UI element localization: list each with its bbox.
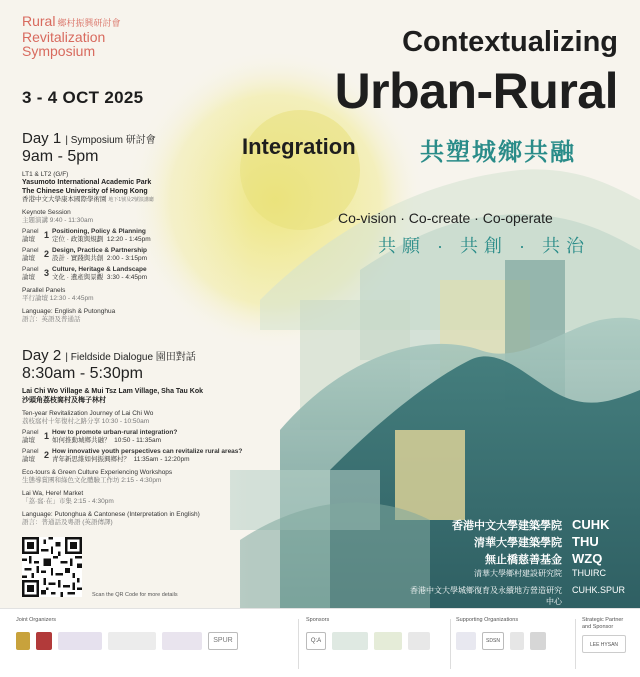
market-label: Lai Wa, Here! Market <box>22 490 84 497</box>
qa-logo: Q:A <box>306 632 326 650</box>
strategic-partner <box>582 617 626 653</box>
day1-venue2: The Chinese University of Hong Kong <box>22 187 148 195</box>
panel-title: Culture, Heritage & Landscape <box>52 266 147 273</box>
panel-time: 3:30 - 4:45pm <box>106 274 148 281</box>
day1-panel-1 <box>22 228 272 244</box>
day1-sub: | Symposium 研討會 <box>65 135 156 146</box>
market-time: 「荔·窩·在」市集 2:15 - 4:30pm <box>22 498 114 505</box>
panel-label-zh: 論壇 <box>22 437 35 444</box>
parallel-time: 平行論壇 12:30 - 4:45pm <box>22 295 94 302</box>
keynote-label: Keynote Session <box>22 209 71 216</box>
panel-title-zh: 定位 · 政策與規劃 <box>52 236 104 243</box>
panel-title: Positioning, Policy & Planning <box>52 228 146 235</box>
panel-title: How to promote urban-rural integration? <box>52 429 178 436</box>
panel-label-zh: 論壇 <box>22 456 35 463</box>
event-dates: 3 - 4 OCT 2025 <box>22 88 144 107</box>
joint-organizers <box>16 617 238 650</box>
sponsor-logo-3 <box>374 632 402 650</box>
institutions-list <box>408 517 626 606</box>
qr-caption: Scan the QR Code for more details <box>92 592 178 598</box>
day2-time: 8:30am - 5:30pm <box>22 365 143 382</box>
eco-time: 生態導賞團和綠色文化體驗工作坊 2:15 - 4:30pm <box>22 477 162 484</box>
day1-venue1: Yasumoto International Academic Park <box>22 179 152 186</box>
spur-logo: SPUR <box>208 632 238 650</box>
sponsor-logo-4 <box>408 632 430 650</box>
title-line2: Urban-Rural <box>334 63 618 119</box>
panel-number: 3 <box>44 268 50 278</box>
eco-label: Eco-tours & Green Culture Experiencing Workshops <box>22 469 173 476</box>
sponsors <box>306 617 430 650</box>
day1-heading <box>22 130 272 147</box>
day2-panel-1 <box>22 429 302 445</box>
journey-time: 荔枝窩村十年復村之路分享 10:30 - 10:50am <box>22 418 150 425</box>
institution-row <box>408 551 618 568</box>
panel-title: How innovative youth perspectives can revitalize rural areas? <box>52 448 243 455</box>
tagline-en: Co-vision · Co-create · Co-operate <box>338 210 553 226</box>
title-line1: Contextualizing <box>402 26 618 58</box>
lee-hysan-logo: LEE HYSAN <box>582 635 626 653</box>
panel-label-zh: 論壇 <box>22 255 35 262</box>
day1-room: LT1 & LT2 (G/F) <box>22 171 69 178</box>
thuirc-logo <box>162 632 202 650</box>
panel-label: Panel <box>22 448 39 455</box>
day2-section <box>22 347 302 527</box>
day2-heading <box>22 347 302 364</box>
support-logo-3 <box>510 632 524 650</box>
sponsors-heading: Sponsors <box>306 617 330 623</box>
cuhk-crest-logo <box>16 632 30 650</box>
joint-organizers-heading: Joint Organizers <box>16 617 57 623</box>
brand-line1-zh: 鄉村振興研討會 <box>57 18 121 28</box>
panel-label: Panel <box>22 266 39 273</box>
institution-name-zh: 香港中文大學城鄉復育及永續地方營造研究中心 <box>410 586 562 606</box>
symposium-logo <box>22 14 120 58</box>
journey-label: Ten-year Revitalization Journey of Lai Chi Wo <box>22 410 154 417</box>
panel-title-zh: 如何推動城鄉共融？ <box>52 437 111 444</box>
brand-line1: Rural <box>22 13 56 29</box>
day2-sub: | Fieldside Dialogue 園田對話 <box>65 352 196 363</box>
institution-abbr: THUIRC <box>572 568 606 578</box>
day1-label: Day 1 <box>22 130 62 147</box>
panel-time: 2:00 - 3:15pm <box>106 255 148 262</box>
keynote-time: 主題演講 9:40 - 11:30am <box>22 217 94 224</box>
day2-venue-zh: 沙頭角荔枝窩村及梅子林村 <box>22 396 106 404</box>
panel-title: Design, Practice & Partnership <box>52 247 148 254</box>
institution-row <box>408 534 618 551</box>
panel-number: 2 <box>44 249 50 259</box>
institution-row <box>408 568 618 585</box>
panel-label-zh: 論壇 <box>22 236 35 243</box>
day1-venue-zh-small: 地下1號及2號演講廳 <box>108 197 154 203</box>
panel-label: Panel <box>22 228 39 235</box>
cuhk-arch-logo <box>36 632 52 650</box>
panel-label: Panel <box>22 429 39 436</box>
panel-number: 1 <box>44 230 50 240</box>
panel-number: 2 <box>44 450 50 460</box>
day1-panel-2 <box>22 247 272 263</box>
thu-arch-logo <box>58 632 102 650</box>
institution-abbr: THU <box>572 534 599 549</box>
panel-title-zh: 青年新思維如何振興鄉村？ <box>52 456 130 463</box>
institution-abbr: CUHK <box>572 517 610 532</box>
brand-line2: Revitalization <box>22 29 106 45</box>
strategic-heading-2: and Sponsor <box>582 624 614 630</box>
day2-venue: Lai Chi Wo Village & Mui Tsz Lam Village, Sha Tau Kok <box>22 388 203 395</box>
sdsn-logo: SDSN <box>482 632 504 650</box>
day2-language: Language: Putonghua & Cantonese (Interpretation in English) <box>22 511 200 518</box>
support-logo-4 <box>530 632 546 650</box>
supporting-organizations <box>456 617 546 650</box>
title-line3-zh: 共塑城鄉共融 <box>420 139 576 166</box>
day1-section <box>22 130 272 324</box>
panel-time: 12:20 - 1:45pm <box>106 236 151 243</box>
panel-title-zh: 文化 · 遺產與景觀 <box>52 274 104 281</box>
institution-abbr: CUHK.SPUR <box>572 585 626 595</box>
brand-line3: Symposium <box>22 43 96 59</box>
day1-language-zh: 語言：英語及普通話 <box>22 316 81 323</box>
panel-label: Panel <box>22 247 39 254</box>
institution-row <box>408 517 618 534</box>
panel-number: 1 <box>44 431 50 441</box>
panel-time: 10:50 - 11:35am <box>114 437 161 444</box>
sponsor-logo-2 <box>332 632 368 650</box>
parallel-label: Parallel Panels <box>22 287 66 294</box>
day2-panel-2 <box>22 448 302 464</box>
strategic-heading-1: Strategic Partner <box>582 617 624 623</box>
title-line3: Integration <box>242 134 356 159</box>
institution-name-zh: 清華大學建築學院 <box>474 537 562 549</box>
panel-title-zh: 設計 · 實踐與共創 <box>52 255 104 262</box>
day1-time: 9am - 5pm <box>22 148 99 165</box>
institution-name-zh: 無止橋慈善基金 <box>485 554 562 566</box>
institution-name-zh: 香港中文大學建築學院 <box>452 520 562 532</box>
panel-label-zh: 論壇 <box>22 274 35 281</box>
supporting-heading: Supporting Organizations <box>456 617 519 623</box>
institution-abbr: WZQ <box>572 551 603 566</box>
panel-time: 11:35am - 12:20pm <box>133 456 190 463</box>
support-logo-1 <box>456 632 476 650</box>
day1-panel-3 <box>22 266 272 282</box>
sponsor-footer <box>0 608 640 677</box>
institution-name-zh: 清華大學鄉村建設研究院 <box>474 569 562 578</box>
day1-language: Language: English & Putonghua <box>22 308 116 315</box>
day2-language-zh: 語言：普通話及粵語 (英語傳譯) <box>22 519 113 526</box>
day2-label: Day 2 <box>22 347 62 364</box>
institution-row <box>408 585 626 606</box>
qr-code[interactable] <box>22 537 82 597</box>
day1-venue-zh: 香港中文大學康本國際學術園 <box>22 196 107 203</box>
tagline-zh: 共願 · 共創 · 共治 <box>378 236 590 256</box>
wzq-logo <box>108 632 156 650</box>
